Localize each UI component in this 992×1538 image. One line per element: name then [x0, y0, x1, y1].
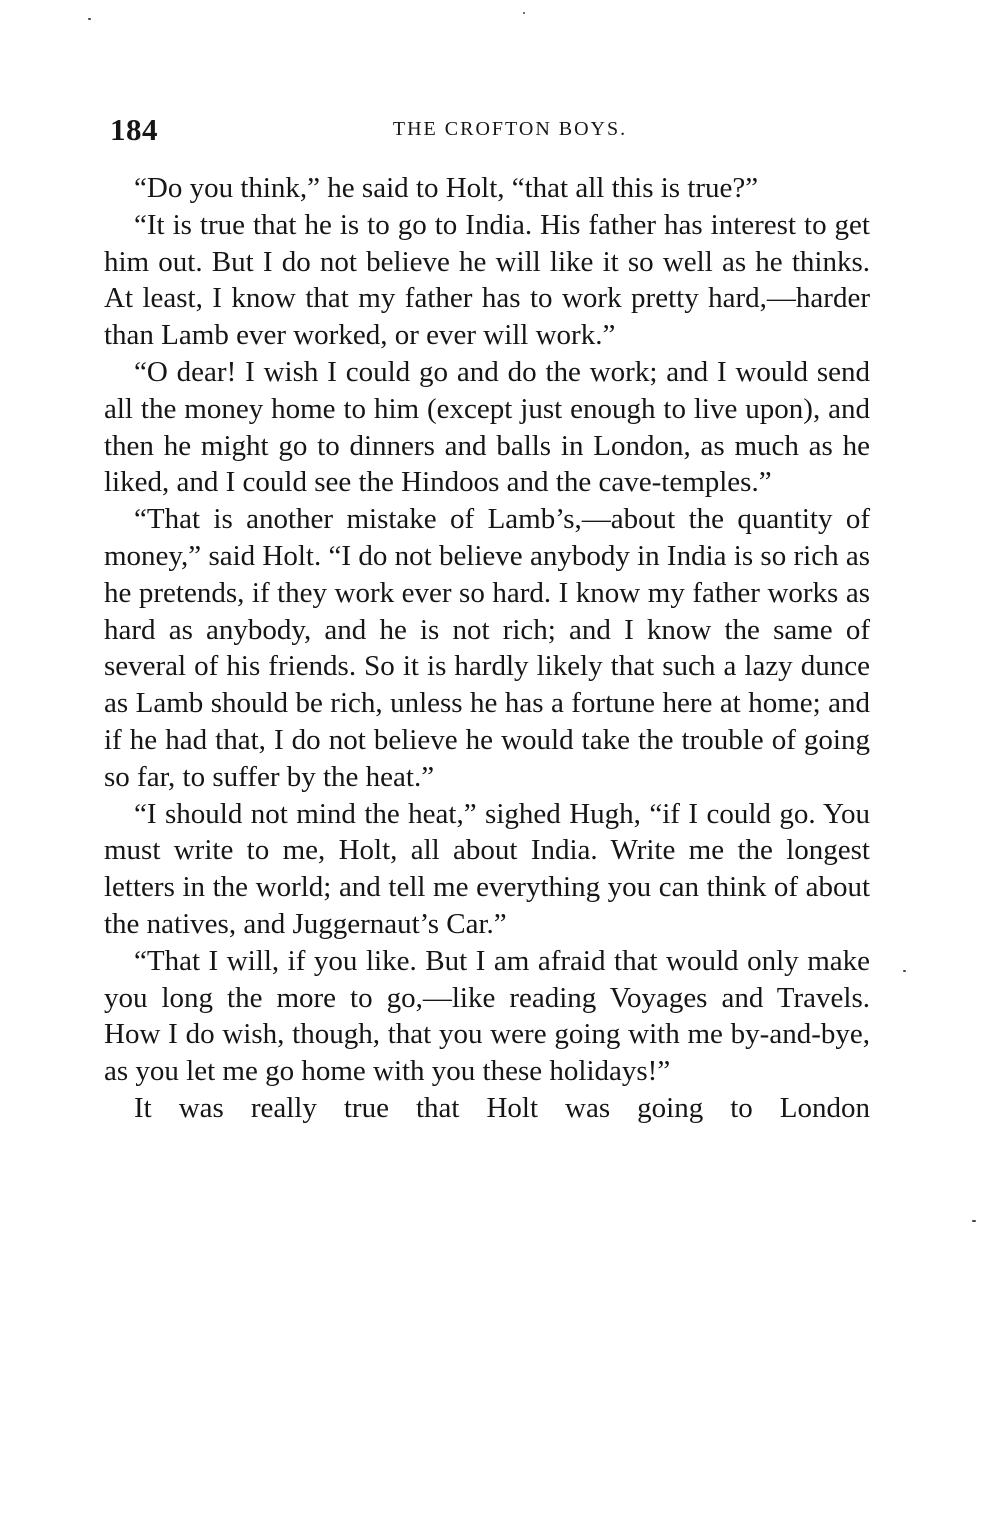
ink-speck	[972, 1220, 976, 1222]
ink-speck	[88, 18, 91, 20]
running-title: THE CROFTON BOYS.	[392, 118, 628, 140]
ink-speck	[903, 970, 906, 972]
paragraph: “O dear! I wish I could go and do the work; and I would send all the money home to him (except just enough to live upon), and then he might go to dinners and balls in London, as much as he liked, and I could see the Hindoos and the cave-temples.”	[104, 355, 870, 499]
paragraph: “That I will, if you like. But I am afraid that would only make you long the more to go,—like reading Voyages and Travels. How I do wish, though, that you were going with me by-and-bye, as you let me go home with you these holidays!”	[104, 944, 870, 1088]
paragraph: “I should not mind the heat,” sighed Hugh, “if I could go. You must write to me, Holt, all about India. Write me the longest letters in the world; and tell me everything you can think of about the natives, and Juggernaut’s Car.”	[104, 797, 870, 940]
paragraph: It was really true that Holt was going to London	[134, 1091, 870, 1124]
paragraph: “Do you think,” he said to Holt, “that all this is true?”	[134, 172, 759, 204]
ink-speck	[523, 12, 525, 14]
paragraph: “It is true that he is to go to India. His father has interest to get him out. But I do not believe he will like it so well as he thinks. At least, I know that my father has to work pretty hard,—harder than Lamb ever worked, or ever will work.”	[104, 208, 870, 352]
page-number: 184	[110, 112, 158, 147]
paragraph: “That is another mistake of Lamb’s,—about the quantity of money,” said Holt. “I do not believe anybody in India is so rich as he pretends, if they work ever so hard. I know my father works as hard as anybody, and he is not rich; and I know the same of several of his friends. So it is hardly likely that such a lazy dunce as Lamb should be rich, unless he has a fortune here at home; and if he had that, I do not believe he would take the trouble of going so far, to suffer by the heat.”	[104, 503, 870, 793]
body-text	[104, 170, 870, 1127]
page-header	[110, 112, 870, 152]
